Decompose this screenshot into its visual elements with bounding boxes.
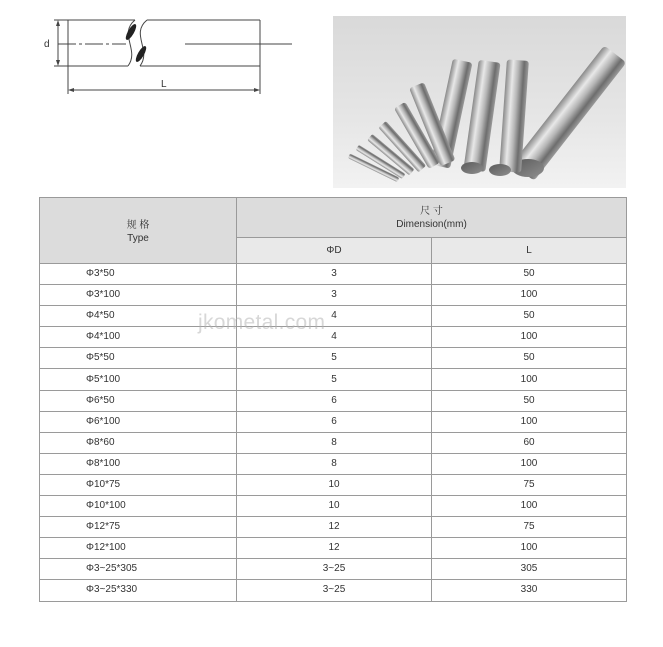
dimension-header-en: Dimension(mm) bbox=[396, 218, 467, 230]
column-diameter: ΦD bbox=[237, 238, 432, 264]
length-cell: 75 bbox=[432, 517, 627, 538]
length-cell: 75 bbox=[432, 474, 627, 495]
diameter-cell: 10 bbox=[237, 496, 432, 517]
type-cell: Φ5*100 bbox=[40, 369, 237, 390]
length-cell: 100 bbox=[432, 453, 627, 474]
diameter-cell: 4 bbox=[237, 306, 432, 327]
diameter-cell: 10 bbox=[237, 474, 432, 495]
diameter-cell: 12 bbox=[237, 538, 432, 559]
dimension-header-cn: 尺 寸 bbox=[420, 205, 443, 217]
diameter-cell: 3 bbox=[237, 264, 432, 285]
type-cell: Φ4*50 bbox=[40, 306, 237, 327]
table-row bbox=[40, 517, 627, 538]
type-cell: Φ8*60 bbox=[40, 432, 237, 453]
diameter-cell: 3~25 bbox=[237, 559, 432, 580]
table-row bbox=[40, 369, 627, 390]
table-row bbox=[40, 264, 627, 285]
type-header-en: Type bbox=[127, 232, 149, 244]
diameter-cell: 5 bbox=[237, 348, 432, 369]
table-row bbox=[40, 327, 627, 348]
table-row bbox=[40, 390, 627, 411]
type-cell: Φ3~25*305 bbox=[40, 559, 237, 580]
length-cell: 60 bbox=[432, 432, 627, 453]
type-header bbox=[40, 198, 237, 264]
length-cell: 100 bbox=[432, 496, 627, 517]
length-cell: 100 bbox=[432, 369, 627, 390]
table-row bbox=[40, 559, 627, 580]
diameter-cell: 8 bbox=[237, 453, 432, 474]
table-row bbox=[40, 580, 627, 601]
length-cell: 100 bbox=[432, 285, 627, 306]
length-cell: 50 bbox=[432, 306, 627, 327]
table-row bbox=[40, 453, 627, 474]
diameter-cell: 5 bbox=[237, 369, 432, 390]
specification-table bbox=[39, 197, 627, 602]
table-row bbox=[40, 285, 627, 306]
length-cell: 330 bbox=[432, 580, 627, 601]
type-cell: Φ4*100 bbox=[40, 327, 237, 348]
length-cell: 100 bbox=[432, 538, 627, 559]
table-row bbox=[40, 538, 627, 559]
type-cell: Φ3*50 bbox=[40, 264, 237, 285]
length-cell: 50 bbox=[432, 390, 627, 411]
table-row bbox=[40, 306, 627, 327]
diameter-cell: 4 bbox=[237, 327, 432, 348]
column-length: L bbox=[432, 238, 627, 264]
table-row bbox=[40, 348, 627, 369]
type-cell: Φ12*75 bbox=[40, 517, 237, 538]
carbide-rods-photo bbox=[333, 16, 626, 188]
length-cell: 50 bbox=[432, 348, 627, 369]
watermark-text: jkometal.com bbox=[198, 311, 326, 334]
type-cell: Φ10*100 bbox=[40, 496, 237, 517]
type-cell: Φ5*50 bbox=[40, 348, 237, 369]
type-cell: Φ3~25*330 bbox=[40, 580, 237, 601]
diameter-cell: 6 bbox=[237, 411, 432, 432]
type-cell: Φ12*100 bbox=[40, 538, 237, 559]
table-row bbox=[40, 432, 627, 453]
length-cell: 100 bbox=[432, 327, 627, 348]
length-label: L bbox=[161, 79, 167, 90]
diameter-cell: 12 bbox=[237, 517, 432, 538]
type-cell: Φ10*75 bbox=[40, 474, 237, 495]
diameter-cell: 8 bbox=[237, 432, 432, 453]
dimension-header bbox=[237, 198, 627, 238]
type-cell: Φ8*100 bbox=[40, 453, 237, 474]
length-cell: 50 bbox=[432, 264, 627, 285]
length-cell: 305 bbox=[432, 559, 627, 580]
type-cell: Φ6*50 bbox=[40, 390, 237, 411]
diameter-label: d bbox=[44, 39, 50, 50]
table-row bbox=[40, 474, 627, 495]
diameter-cell: 3 bbox=[237, 285, 432, 306]
table-row bbox=[40, 496, 627, 517]
table-row bbox=[40, 411, 627, 432]
type-header-cn: 规 格 bbox=[126, 219, 150, 231]
type-cell: Φ6*100 bbox=[40, 411, 237, 432]
rod-technical-drawing bbox=[30, 14, 300, 104]
type-cell: Φ3*100 bbox=[40, 285, 237, 306]
diameter-cell: 6 bbox=[237, 390, 432, 411]
diameter-cell: 3~25 bbox=[237, 580, 432, 601]
length-cell: 100 bbox=[432, 411, 627, 432]
